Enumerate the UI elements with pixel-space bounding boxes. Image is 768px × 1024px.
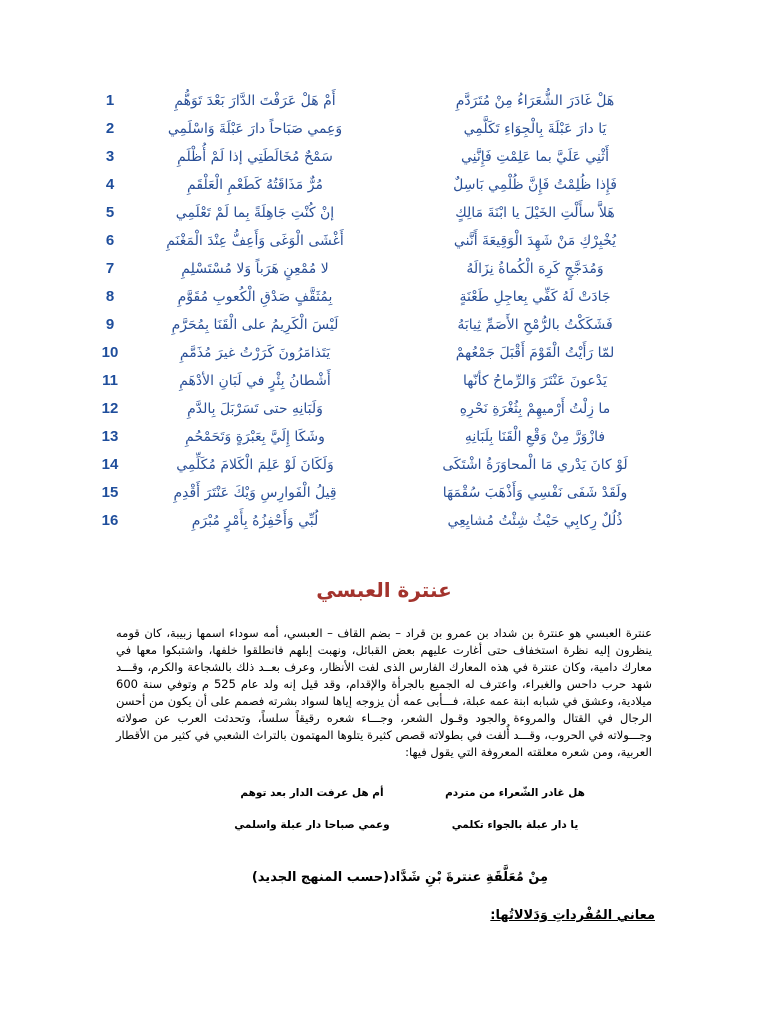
poem-table (0, 87, 768, 535)
couplet-second-hemistich: وعمي صباحا دار عبلة واسلمي (234, 819, 390, 831)
verse-second-hemistich: أَشْطانُ بِئْرٍ في لَبَانِ الأدْهَمِ (179, 373, 331, 389)
verse-row (0, 507, 768, 535)
verse-number: 5 (105, 204, 115, 221)
verse-second-hemistich: سَمْحٌ مُخَالَطَتِي إذا لَمْ أُظْلَمِ (177, 149, 333, 165)
verse-row (0, 395, 768, 423)
verse-second-hemistich: يَتَذامَرُونَ كَرَرْتُ غيرَ مُذَمَّمِ (179, 345, 331, 361)
verse-first-hemistich: جَادَتْ لَهُ كَفِّي بِعاجِلِ طَعْنَةٍ (459, 289, 611, 305)
couplet-row (0, 809, 768, 841)
verse-row (0, 367, 768, 395)
verse-row (0, 479, 768, 507)
verse-number: 11 (102, 372, 118, 389)
verse-row (0, 339, 768, 367)
verse-row (0, 227, 768, 255)
verse-number: 15 (101, 484, 119, 501)
verse-first-hemistich: وَمُدَجَّجٍ كَرِهَ الْكُماةُ نِزَالَهُ (466, 261, 604, 277)
verse-first-hemistich: يَا دارَ عَبْلَةَ بِالْجِوَاءِ تَكَلَّمِي (463, 121, 607, 137)
verse-first-hemistich: يَدْعونَ عَنْتَرَ وَالرِّماحُ كأنّها (463, 373, 607, 389)
verse-row (0, 143, 768, 171)
verse-second-hemistich: أَمْ هَلْ عَرَفْتَ الدَّارَ بَعْدَ تَوَهُّمِ (174, 93, 336, 109)
verse-number: 14 (101, 456, 119, 473)
verse-second-hemistich: قِيلُ الْفَوارِسِ وَيْكَ عَنْتَرَ أَقْدِمِ (173, 485, 337, 501)
verse-second-hemistich: وَلَبَانِهِ حتى تَسَرْبَلَ بِالدَّمِ (187, 401, 323, 417)
verse-second-hemistich: مُرٌّ مَذَاقَتُهُ كَطَعْمِ الْعَلْقَمِ (187, 177, 323, 193)
verse-second-hemistich: وشَكَا إِلَيَّ بِعَبْرَةٍ وَتَحَمْحُمِ (185, 429, 325, 445)
verse-second-hemistich: وَعِمي صَبَاحاً دارَ عَبْلَةَ وَاسْلَمِي (167, 121, 343, 137)
verse-number: 9 (105, 316, 115, 333)
verse-row (0, 283, 768, 311)
section-subheading: معاني المُفْرداتِ وَدَلالاتُها: (490, 908, 655, 923)
verse-first-hemistich: ما زِلْتُ أَرْميهِمْ بِثُغْرَةِ نَحْرِهِ (459, 401, 611, 417)
verse-second-hemistich: لَيْسَ الْكَرِيمُ على الْقَنَا بِمُحَرَّمِ (171, 317, 339, 333)
verse-row (0, 115, 768, 143)
verse-row (0, 311, 768, 339)
verse-second-hemistich: بِمُثَقَّفٍ صَدْقِ الْكُعوبِ مُقَوَّمِ (177, 289, 333, 305)
verse-number: 1 (105, 92, 115, 109)
verse-number: 10 (101, 344, 119, 361)
couplet-second-hemistich: أم هل عرفت الدار بعد توهم (240, 787, 384, 799)
verse-number: 13 (101, 428, 119, 445)
verse-second-hemistich: أَغْشَى الْوَغَى وَأَعِفُّ عِنْدَ الْمَغْنَمِ (166, 233, 344, 249)
verse-second-hemistich: لا مُمْعِنٍ هَرَباً وَلا مُسْتَسْلِمِ (181, 261, 329, 277)
verse-row (0, 423, 768, 451)
verse-second-hemistich: لُبِّي وَأَحْفِزُهُ بِأَمْرٍ مُبْرَمِ (191, 513, 319, 529)
biography-section (0, 575, 768, 932)
couplet-first-hemistich: يا دار عبلة بالجواء تكلمي (451, 819, 579, 831)
verse-first-hemistich: فَشَكَكْتُ بالرُّمْحِ الأَصَمِّ ثِيابَهُ (457, 317, 613, 333)
verse-number: 12 (101, 400, 119, 417)
verse-row (0, 171, 768, 199)
verse-first-hemistich: ولَقَدْ شَفَى نَفْسِي وَأَذْهَبَ سُقْمَهَا (442, 485, 628, 501)
verse-first-hemistich: هَلْ غَادَرَ الشُّعَرَاءُ مِنْ مُتَرَدَّمِ (455, 93, 615, 109)
section-heading: مِنْ مُعَلَّقَةِ عنترةَ بْنِ شَدَّاد(حسب المنهج الجديد) (251, 870, 549, 885)
verse-first-hemistich: أَثْنِي عَلَيَّ بما عَلِمْتِ فَإِنَّنِي (461, 149, 609, 165)
verse-number: 2 (105, 120, 115, 137)
section-subheading-wrap (0, 900, 768, 932)
verse-row (0, 255, 768, 283)
verse-first-hemistich: فَإِذا ظُلِمْتُ فَإِنَّ ظُلْمِي بَاسِلٌ (453, 177, 617, 193)
verse-row (0, 451, 768, 479)
verse-first-hemistich: لمّا رَأَيْتُ الْقَوْمَ أَقْبَلَ جَمْعُهمْ (455, 345, 615, 361)
verse-number: 8 (105, 288, 115, 305)
quoted-couplets (0, 777, 768, 841)
verse-first-hemistich: هَلاَّ سأَلْتِ الخَيْلَ يا ابْنَةَ مَالِكٍ (455, 205, 615, 221)
couplet-first-hemistich: هل غادر الشّعراء من متردم (445, 787, 585, 799)
verse-number: 4 (105, 176, 115, 193)
verse-row (0, 87, 768, 115)
verse-row (0, 199, 768, 227)
biography-title: عنترة العبسي (316, 578, 452, 602)
verse-first-hemistich: يُخْبِرْكِ مَنْ شَهِدَ الْوَقِيعَةَ أَنَّني (453, 233, 617, 249)
verse-second-hemistich: إنْ كُنْتِ جَاهِلَةً بِما لَمْ تَعْلَمِي (175, 205, 335, 221)
couplet-row (0, 777, 768, 809)
verse-first-hemistich: فازْوَرَّ مِنْ وَقْعِ الْقَنَا بِلَبَانِهِ (464, 429, 606, 445)
verse-first-hemistich: لَوْ كانَ يَدْري مَا الْمحاوَرَةُ اشْتَكَى (442, 457, 628, 473)
verse-number: 3 (105, 148, 115, 165)
verse-number: 6 (105, 232, 115, 249)
verse-number: 7 (105, 260, 115, 277)
verse-second-hemistich: وَلَكَانَ لَوْ عَلِمَ الْكَلامَ مُكَلِّمِي (176, 457, 334, 473)
verse-first-hemistich: ذُلُلٌ رِكابِي حَيْثُ شِئْتُ مُشايِعِي (447, 513, 623, 529)
verse-number: 16 (101, 512, 119, 529)
biography-paragraph: عنترة العبسي هو عنترة بن شداد بن عمرو بن قراد – بضم القاف – العبسي، أمه سوداء اسمها زبيبة، كان قومه ينظرون إليه نظرة استخفاف حتى أغارت عليهم بعض القبائل، ونهبت إبلهم فانطلقوا خلفها، واشتبكوا معها في معارك دامية، وكان عنترة في هذه المعارك الفارس الذى لفت الأنظار، وعرف بعــد ذلك بالشجاعة والكرم، وقـــد شهد حرب داحس والغبراء، واعترف له الجميع بالجرأة والإقدام، وقد قيل إنه ولد عام 525 م وتوفي سنة 600 ميلادية، وعشق في شبابه ابنة عمه عبلة، فـــأبى عمه أن يزوجه إياها لسواد بشرته فصمم على أن يكون من أحسن الرجال في القتال والمروءة والجود وقـول الشعر، وجـــاء شعره رقيقاً سلساً، وتحدثت العرب عن صولاته وجـــولاته في الحروب، وقـــد أُلفت في بطولاته قصص كثيرة يتلوها المهتمون بالتراث الشعبي في كثير من الأقطار العربية، ومن شعره معلقته المعروفة التي يقول فيها: (116, 626, 652, 759)
